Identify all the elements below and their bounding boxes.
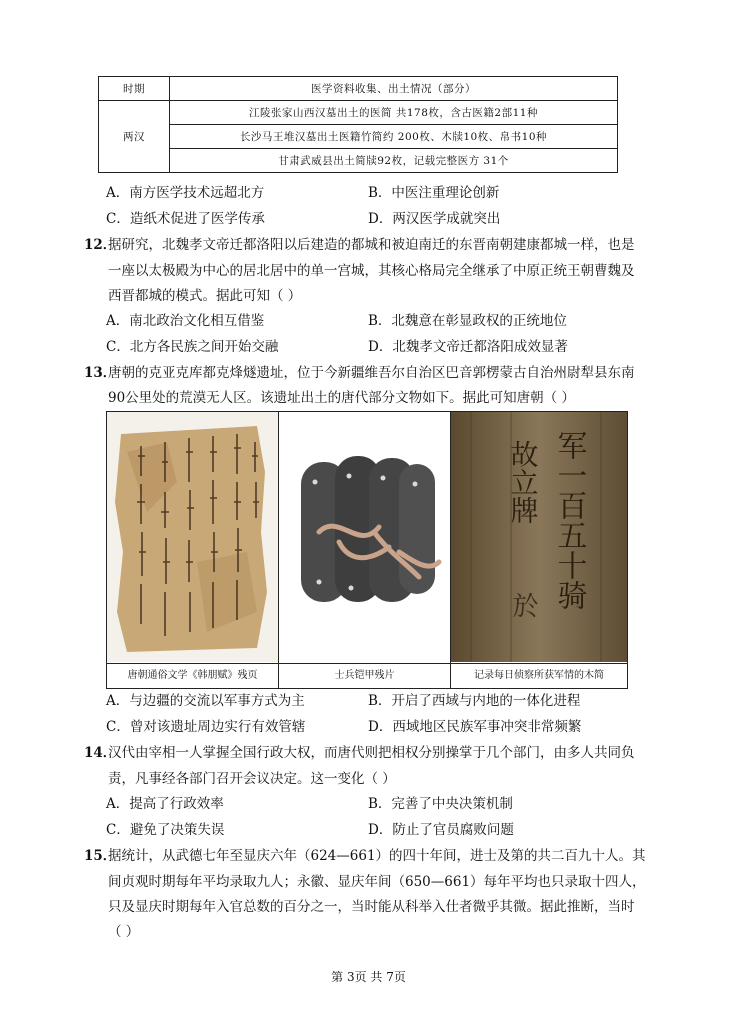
q13-stem-line: 唐朝的克亚克库都克烽燧遗址，位于今新疆维吾尔自治区巴音郭楞蒙古自治州尉犁县东南	[108, 365, 635, 381]
q12-option-a[interactable]: A．南北政治文化相互借鉴	[106, 313, 265, 329]
q15-number: 15．	[84, 848, 117, 864]
medical-records-table	[98, 76, 618, 173]
manuscript-fragment-image	[107, 412, 278, 662]
table-period-cell: 两汉	[99, 101, 170, 173]
q13-stem-line: 90公里处的荒漠无人区。该遗址出土的唐代部分文物如下。据此可知唐朝（ ）	[108, 390, 575, 406]
q14-stem-line: 汉代由宰相一人掌握全国行政大权，而唐代则把相权分别操掌于几个部门，由多人共同负	[108, 745, 635, 761]
q15-stem-line: （ ）	[108, 924, 140, 940]
page-footer: 第 3页 共 7页	[331, 970, 406, 984]
q12-stem-line: 一座以太极殿为中心的居北居中的单一宫城，其核心格局完全继承了中原正统王朝曹魏及	[108, 263, 635, 279]
table-header-period: 时期	[99, 77, 170, 101]
table-row	[99, 149, 618, 173]
q11-option-d[interactable]: D．两汉医学成就突出	[368, 211, 501, 227]
q15-stem-line: 间贞观时期每年平均录取九人；永徽、显庆年间（650—661）每年平均也只录取十四人，	[108, 874, 646, 890]
table-cell: 长沙马王堆汉墓出土医籍竹简约 200枚、木牍10枚、帛书10种	[170, 125, 618, 149]
manuscript-figure	[107, 412, 279, 688]
q15-stem-line: 只及显庆时期每年入官总数的百分之一，当时能从科举入仕者微乎其微。据此推断，当时	[108, 899, 635, 915]
q13-number: 13．	[84, 365, 117, 381]
q12-stem-line: 据研究，北魏孝文帝迁都洛阳以后建造的都城和被迫南迁的东晋南朝建康都城一样，也是	[108, 237, 635, 253]
armor-figure	[279, 412, 451, 688]
artifact-image-panel	[106, 411, 628, 689]
q14-option-d[interactable]: D．防止了官员腐败问题	[368, 822, 514, 838]
woodslip-figure	[451, 412, 627, 688]
table-header-content: 医学资料收集、出土情况（部分）	[170, 77, 618, 101]
q12-stem-line: 西晋都城的模式。据此可知（ ）	[108, 288, 302, 304]
q14-stem-line: 责，凡事经各部门召开会议决定。这一变化（ ）	[108, 771, 396, 787]
table-cell: 甘肃武威县出土简牍92枚，记载完整医方 31个	[170, 149, 618, 173]
woodslip-caption: 记录每日侦察所获军情的木简	[451, 663, 627, 688]
q14-number: 14．	[84, 745, 117, 761]
wooden-slip-image	[451, 412, 627, 662]
q14-option-b[interactable]: B．完善了中央决策机制	[368, 796, 513, 812]
table-cell: 江陵张家山西汉墓出土的医简 共178枚，含古医籍2部11种	[170, 101, 618, 125]
woodslip-text-right: 军一百五十骑	[551, 430, 587, 610]
q12-number: 12．	[84, 237, 117, 253]
woodslip-text-left: 故立牌	[506, 440, 540, 524]
manuscript-caption: 唐朝通俗文学《韩朋赋》残页	[107, 663, 278, 688]
q14-option-c[interactable]: C．避免了决策失误	[106, 822, 225, 838]
q12-option-c[interactable]: C．北方各民族之间开始交融	[106, 339, 279, 355]
q13-option-c[interactable]: C．曾对该遗址周边实行有效管辖	[106, 719, 306, 735]
q11-option-a[interactable]: A．南方医学技术远超北方	[106, 185, 265, 201]
q12-option-d[interactable]: D．北魏孝文帝迁都洛阳成效显著	[368, 339, 568, 355]
table-header-row	[99, 77, 618, 101]
woodslip-text-faded: 於	[508, 592, 538, 618]
q15-stem-line: 据统计，从武德七年至显庆六年（624—661）的四十年间，进士及第的共二百九十人。其	[108, 848, 646, 864]
q13-option-b[interactable]: B．开启了西域与内地的一体化进程	[368, 693, 581, 709]
q13-option-a[interactable]: A．与边疆的交流以军事方式为主	[106, 693, 305, 709]
q11-option-c[interactable]: C．造纸术促进了医学传承	[106, 211, 265, 227]
q11-option-b[interactable]: B．中医注重理论创新	[368, 185, 500, 201]
table-row	[99, 125, 618, 149]
q12-option-b[interactable]: B．北魏意在彰显政权的正统地位	[368, 313, 567, 329]
armor-caption: 士兵铠甲残片	[279, 663, 450, 688]
q13-option-d[interactable]: D．西域地区民族军事冲突非常频繁	[368, 719, 582, 735]
table-row	[99, 101, 618, 125]
armor-fragment-image	[279, 412, 450, 662]
q14-option-a[interactable]: A．提高了行政效率	[106, 796, 224, 812]
